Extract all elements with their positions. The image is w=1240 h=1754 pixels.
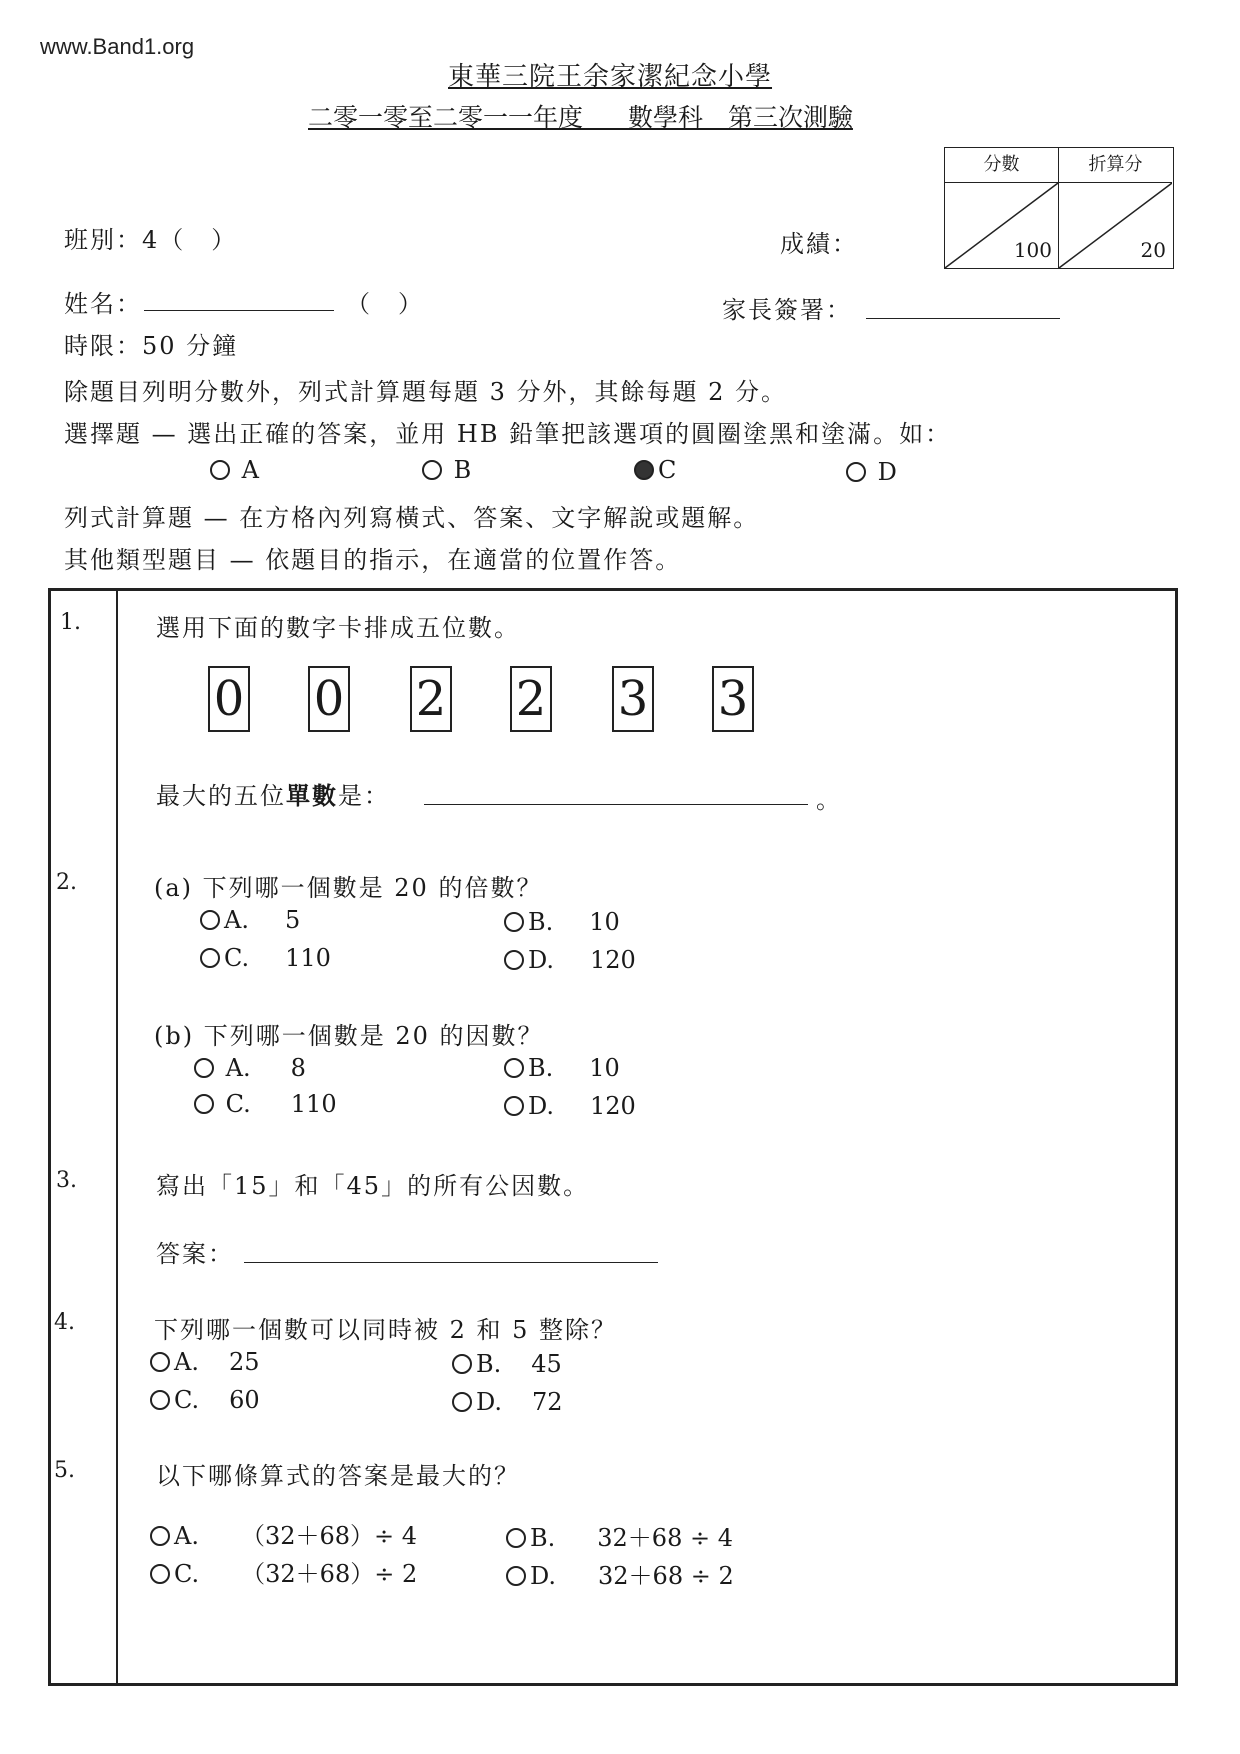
option-a[interactable]: A. 8 <box>194 1054 306 1082</box>
number-column-divider <box>116 588 118 1686</box>
working-instruction: 列式計算題 — 在方格內列寫橫式、答案、文字解說或題解。 <box>64 504 760 532</box>
circle-icon <box>150 1352 170 1372</box>
option-a[interactable]: A. 5 <box>200 906 300 934</box>
example-option-c: C <box>634 456 676 484</box>
circle-icon <box>452 1392 472 1412</box>
option-d[interactable]: D. 72 <box>452 1388 563 1416</box>
score-column <box>945 148 1059 268</box>
option-c[interactable]: C. 110 <box>194 1090 337 1118</box>
filled-circle-icon <box>634 460 654 480</box>
question-text: 寫出「15」和「45」的所有公因數。 <box>156 1172 590 1200</box>
answer-line[interactable] <box>424 804 808 805</box>
example-option-b: B <box>422 456 471 484</box>
example-option-a: A <box>210 456 259 484</box>
circle-icon <box>210 460 230 480</box>
digit-card: 2 <box>510 666 552 732</box>
question-text: (a) 下列哪一個數是 20 的倍數？ <box>154 874 543 902</box>
scoring-instruction: 除題目列明分數外，列式計算題每題 3 分外，其餘每題 2 分。 <box>64 378 788 406</box>
option-b[interactable]: B. 10 <box>504 1054 620 1082</box>
exam-title: 二零一零至二零一一年度 數學科 第三次測驗 <box>308 103 853 132</box>
circle-icon <box>422 460 442 480</box>
grade-label: 成績： <box>780 230 858 258</box>
digit-card: 3 <box>612 666 654 732</box>
time-limit: 時限：50 分鐘 <box>64 332 239 360</box>
example-option-d: D <box>846 458 897 486</box>
answer-line[interactable] <box>244 1262 658 1263</box>
name-label: 姓名： <box>64 290 142 318</box>
watermark: www.Band1.org <box>40 34 195 59</box>
option-c[interactable]: C. 60 <box>150 1386 260 1414</box>
digit-card: 0 <box>208 666 250 732</box>
option-d[interactable]: D. 120 <box>504 1092 636 1120</box>
answer-end-mark: 。 <box>816 786 842 814</box>
circle-icon <box>200 910 220 930</box>
digit-card: 3 <box>712 666 754 732</box>
question-number: 5. <box>54 1458 75 1483</box>
option-b[interactable]: B. 32＋68 ÷ 4 <box>506 1518 733 1553</box>
school-name: 東華三院王余家潔紀念小學 <box>448 62 773 92</box>
name-number: （ ） <box>346 290 424 318</box>
class-label: 班別：4（ ） <box>64 226 238 254</box>
converted-score-label: 折算分 <box>1059 148 1172 183</box>
digit-card: 0 <box>308 666 350 732</box>
question-number: 2. <box>56 870 77 895</box>
question-text: (b) 下列哪一個數是 20 的因數？ <box>154 1022 544 1050</box>
circle-icon <box>506 1566 526 1586</box>
question-text: 以下哪條算式的答案是最大的？ <box>156 1462 520 1490</box>
circle-icon <box>150 1526 170 1546</box>
other-instruction: 其他類型題目 — 依題目的指示，在適當的位置作答。 <box>64 546 682 574</box>
converted-score-column <box>1059 148 1172 268</box>
option-a[interactable]: A. 25 <box>150 1348 260 1376</box>
digit-card: 2 <box>410 666 452 732</box>
option-d[interactable]: D. 32＋68 ÷ 2 <box>506 1556 734 1591</box>
score-total: 100 <box>1013 238 1052 262</box>
name-field[interactable] <box>144 310 334 311</box>
question-prompt: 最大的五位單數是： <box>156 781 390 810</box>
question-text: 選用下面的數字卡排成五位數。 <box>156 614 520 642</box>
question-number: 3. <box>56 1168 77 1193</box>
circle-icon <box>504 1058 524 1078</box>
circle-icon <box>452 1354 472 1374</box>
circle-icon <box>846 462 866 482</box>
score-label: 分數 <box>945 148 1058 183</box>
question-number: 4. <box>54 1310 75 1335</box>
converted-score-total: 20 <box>1140 238 1166 262</box>
question-text: 下列哪一個數可以同時被 2 和 5 整除？ <box>154 1316 618 1344</box>
circle-icon <box>200 948 220 968</box>
parent-signature-label: 家長簽署： <box>722 296 852 324</box>
option-b[interactable]: B. 10 <box>504 908 620 936</box>
option-d[interactable]: D. 120 <box>504 946 636 974</box>
option-c[interactable]: C. 110 <box>200 944 331 972</box>
circle-icon <box>194 1058 214 1078</box>
circle-icon <box>150 1564 170 1584</box>
circle-icon <box>194 1094 214 1114</box>
option-c[interactable]: C. （32＋68）÷ 2 <box>150 1554 417 1589</box>
circle-icon <box>504 950 524 970</box>
circle-icon <box>506 1528 526 1548</box>
option-a[interactable]: A. （32＋68）÷ 4 <box>150 1516 417 1551</box>
mc-instruction: 選擇題 — 選出正確的答案，並用 HB 鉛筆把該選項的圓圈塗黑和塗滿。如： <box>64 420 952 448</box>
answer-label: 答案： <box>156 1240 234 1268</box>
circle-icon <box>504 1096 524 1116</box>
question-number: 1. <box>60 610 81 635</box>
circle-icon <box>504 912 524 932</box>
parent-signature-field[interactable] <box>866 318 1060 319</box>
circle-icon <box>150 1390 170 1410</box>
score-table <box>944 147 1174 269</box>
option-b[interactable]: B. 45 <box>452 1350 562 1378</box>
